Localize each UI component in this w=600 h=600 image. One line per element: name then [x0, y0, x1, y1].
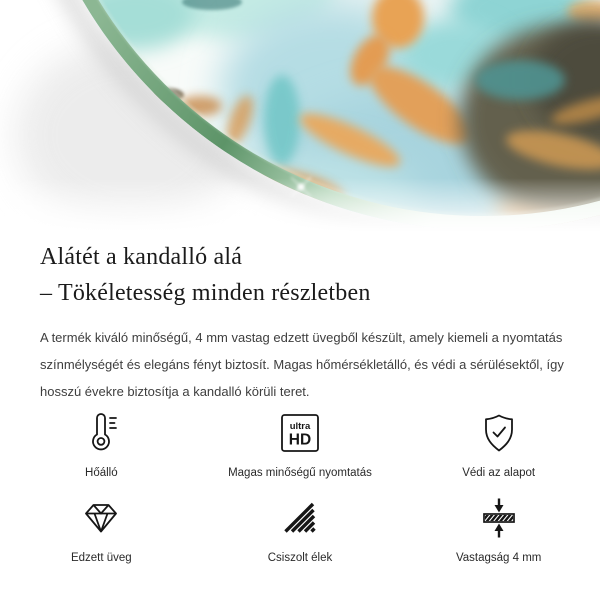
feature-thickness: [399, 495, 598, 565]
feature-polished-edges: [201, 495, 400, 565]
ultra-hd-icon: [278, 410, 322, 456]
feature-ultra-hd-print: [201, 410, 400, 480]
shield-check-icon: [477, 410, 521, 456]
product-description: A termék kiváló minőségű, 4 mm vastag edzett üvegből készült, amely kiemeli a nyomtatás színmélységét és elegáns fényt biztosít. Magas hőmérsékletálló, és védi a sérülésektől, így hosszú évekre biztosítja a kandalló körüli teret.: [40, 330, 564, 399]
features-grid: [0, 410, 600, 565]
thickness-icon: [477, 495, 521, 541]
ultra-hd-badge-bottom: HD: [288, 431, 312, 449]
page-title-line2: – Tökéletesség minden részletben: [40, 280, 371, 306]
hero-image: [0, 0, 600, 232]
thermometer-icon: [79, 410, 123, 456]
ultra-hd-badge-top: ultra: [289, 421, 311, 432]
feature-label: Magas minőségű nyomtatás: [228, 467, 372, 479]
feature-heat-resistant: [2, 410, 201, 480]
feature-label: Vastagság 4 mm: [455, 552, 542, 564]
diamond-icon: [79, 495, 123, 541]
feature-label: Hőálló: [85, 467, 118, 479]
feature-protects-base: [399, 410, 598, 480]
feature-label: Csiszolt élek: [267, 552, 333, 564]
glass-disc: [0, 0, 600, 232]
feature-label: Védi az alapot: [462, 467, 536, 479]
feature-tempered-glass: [2, 495, 201, 565]
feature-label: Edzett üveg: [70, 552, 132, 564]
page-title-line1: Alátét a kandalló alá: [40, 244, 243, 270]
beveled-edge-icon: [278, 495, 322, 541]
page-title: [40, 239, 560, 311]
